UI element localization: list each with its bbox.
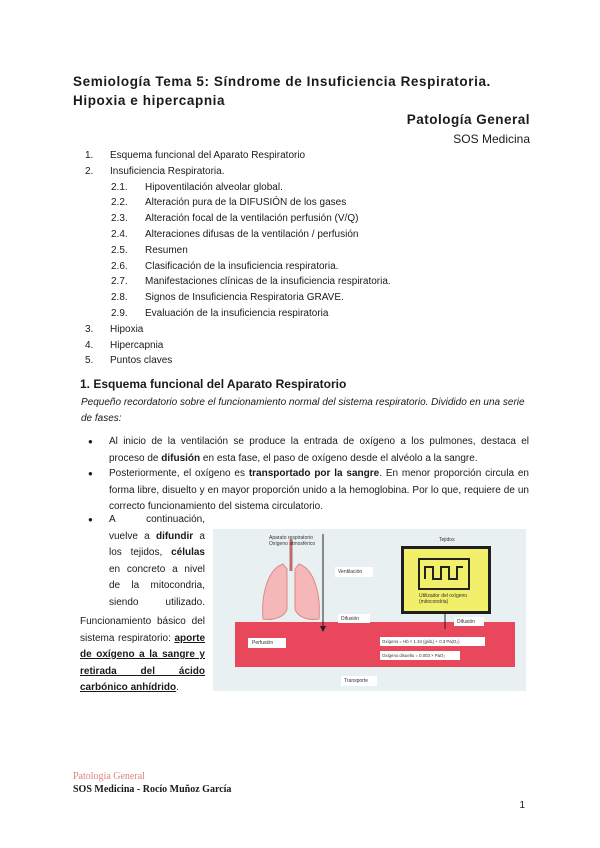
document-title: Semiología Tema 5: Síndrome de Insuficiencia Respiratoria. Hipoxia e hipercapnia [73, 74, 491, 108]
bullet-text: Al inicio de la ventilación se produce la entrada de oxígeno a los pulmones, destaca el proceso de [109, 436, 529, 464]
toc-label: Insuficiencia Respiratoria. [110, 165, 225, 177]
bullet-ventilation [88, 434, 529, 467]
bullet-bold: difundir [155, 530, 194, 542]
label-difusion-left: Difusión [341, 616, 360, 622]
bullet-bold: difusión [161, 452, 201, 464]
toc-label: Puntos claves [110, 355, 173, 367]
label-oxigeno: Oxígeno atmosférico [269, 541, 316, 547]
toc-number: 4. [85, 339, 94, 351]
bullet-transport [88, 466, 529, 516]
toc-label: Esquema funcional del Aparato Respiratorio [110, 150, 306, 161]
label-ventilacion: Ventilación [338, 569, 363, 575]
summary-text: . [176, 682, 179, 693]
bullet-bold: células [171, 547, 205, 558]
summary-emphasis: aporte de oxígeno a la sangre y retirada del ácido carbónico anhídrido [80, 632, 205, 693]
toc-number: 2.1. [111, 181, 128, 193]
toc-label: Manifestaciones clínicas de la insuficiencia respiratoria. [145, 276, 391, 288]
toc-number: 2.5. [111, 244, 128, 256]
label-equation1: Oxígeno = Hb × 1.34 (g/dL) + 0.3 Pa(O₂) [382, 639, 460, 644]
toc-label: Hipercapnia [110, 339, 164, 351]
bullet-text: en concreto a nivel de la mitocondria, siendo utilizado. [109, 563, 205, 608]
toc-label: Alteraciones difusas de la ventilación / perfusión [145, 229, 359, 240]
toc-number: 2.2. [111, 197, 128, 209]
bullet-text: Posteriormente, el oxígeno es [109, 468, 249, 479]
toc-label: Alteración focal de la ventilación perfusión (V/Q) [145, 213, 359, 225]
section-intro: Pequeño recordatorio sobre el funcionamiento normal del sistema respiratorio. Dividido en una serie de fases: [81, 397, 525, 424]
toc-number: 2.4. [111, 229, 128, 240]
label-transporte: Transporte [344, 678, 368, 684]
label-tejidos: Tejidos [439, 537, 455, 543]
bullet-bold: transportado por la sangre [248, 468, 380, 479]
toc-number: 2.3. [111, 213, 128, 225]
footer-subject: Patología General [73, 771, 145, 782]
toc-label: Alteración pura de la DIFUSIÓN de los gases [145, 197, 347, 209]
label-equation2: Oxígeno disuelto = 0.003 × PaO₂ [382, 653, 446, 658]
toc-number: 1. [85, 150, 94, 161]
toc-number: 2.6. [111, 260, 128, 272]
bullet-text: en esta fase, el paso de oxígeno desde el alvéolo a la sangre. [200, 452, 478, 464]
toc-label: Hipoventilación alveolar global. [145, 181, 283, 193]
toc-label: Signos de Insuficiencia Respiratoria GRAVE. [145, 292, 344, 304]
summary-text: Funcionamiento básico del sistema respiratorio: [80, 616, 205, 644]
toc-number: 2.7. [111, 276, 128, 288]
bullet-dot: ● [88, 437, 93, 446]
label-utilizador: Utilizador del oxígeno (mitocondria) [419, 593, 468, 605]
label-difusion-right: Difusión [457, 619, 476, 625]
toc-label: Evaluación de la insuficiencia respiratoria [145, 308, 329, 319]
toc-number: 3. [85, 323, 94, 335]
respiratory-summary [80, 614, 205, 697]
footer-author: SOS Medicina - Rocío Muñoz García [73, 784, 232, 795]
subject-name: Patología General [406, 112, 530, 127]
page-number: 1 [519, 800, 525, 811]
source-name: SOS Medicina [453, 132, 530, 146]
bullet-dot: ● [88, 515, 93, 524]
bullet-text: A continuación, vuelve a [109, 514, 205, 542]
section-heading: 1. Esquema funcional del Aparato Respiratorio [80, 377, 347, 391]
label-perfusion: Perfusión [252, 640, 274, 646]
toc-label: Hipoxia [110, 323, 144, 335]
toc-number: 5. [85, 355, 94, 367]
toc-number: 2. [85, 165, 94, 177]
respiratory-diagram [213, 529, 526, 691]
bullet-dot: ● [88, 469, 93, 478]
toc-number: 2.9. [111, 308, 128, 319]
toc-label: Resumen [145, 244, 188, 256]
bullet-text: . En menor proporción circula en forma libre, disuelto y en mayor proporción unido a la hemoglobina. Por lo que, requiere de un correcto funcionamiento del sistema circulatorio. [109, 468, 529, 512]
diagram-svg [213, 529, 526, 691]
toc-label: Clasificación de la insuficiencia respiratoria. [145, 260, 339, 272]
label-aparato: Aparato respiratorio [269, 535, 313, 541]
bullet-diffusion-tissues [88, 512, 205, 611]
bullet-text: a los tejidos, [109, 530, 205, 558]
toc-number: 2.8. [111, 292, 128, 304]
